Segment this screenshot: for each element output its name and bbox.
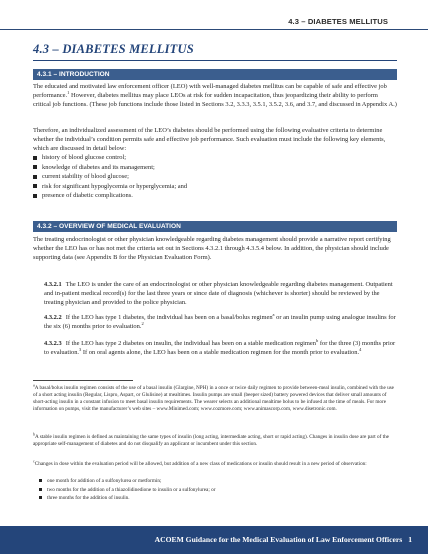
bullet-square-icon: [33, 175, 37, 179]
footnote-ref-3: 3: [79, 346, 82, 352]
list-item-text: knowledge of diabetes and its management;: [42, 163, 155, 171]
running-head: 4.3 – DIABETES MELLITUS: [288, 17, 388, 26]
bullet-square-icon: [39, 496, 42, 499]
list-item: [33, 172, 393, 182]
page-footer: [0, 526, 428, 554]
list-item: [33, 153, 393, 163]
intro-paragraph-2: Therefore, an individualized assessment of the LEO’s diabetes should be performed using the following evaluative criteria to determine whether the individual’s condition permits safe and effective job performance. Such evaluation must include the following key elements, which are discussed in detail below:: [33, 127, 386, 152]
list-item-text: current stability of blood glucose;: [42, 173, 129, 181]
footnote-mark: a: [33, 382, 35, 388]
bullet-square-icon: [33, 194, 37, 198]
footnote-ref-1: 1: [67, 89, 70, 95]
subsection-text: If on oral agents alone, the LEO has been on a stable medication regimen for the month prior to evaluation.: [81, 348, 360, 356]
subsection-number: 4.3.2.1: [44, 281, 62, 288]
list-item-text: three months for the addition of insulin.: [47, 495, 130, 501]
footnote-ref-b: b: [315, 337, 319, 343]
bullet-square-icon: [39, 488, 42, 491]
list-item-text: presence of diabetic complications.: [42, 192, 133, 200]
subsection-4-3-2-3: [44, 337, 397, 358]
footnote-ref-a: a: [272, 311, 275, 317]
footnote-a: [33, 382, 397, 413]
footnote-c: [33, 458, 397, 468]
subsection-text: for the three (3) months prior to evaluation.: [44, 340, 396, 356]
section-heading-introduction: 4.3.1 – INTRODUCTION: [33, 69, 397, 80]
list-item-text: risk for significant hypoglycemia or hyperglycemia; and: [42, 182, 188, 190]
list-item: [39, 494, 389, 503]
footnote-rule: [33, 380, 133, 381]
bullet-square-icon: [33, 156, 37, 160]
intro-p1-text-a: The educated and motivated law enforcement officer (LEO) with well-managed diabetes mellitus can be capable of safe and effective job performance.: [33, 83, 387, 99]
list-item: [39, 477, 389, 486]
footnote-mark: b: [33, 431, 35, 437]
list-item-text: one month for addition of a sulfonylurea or metformin;: [47, 478, 162, 484]
bullet-square-icon: [33, 184, 37, 188]
footnote-text: A stable insulin regimen is defined as maintaining the same types of insulin (long acting, intermediate acting, short or rapid acting). Changes in insulin dose are part of the appropriate self-management of diabetes and do not disqualify an applicant or incumbent under this section.: [33, 434, 389, 448]
bullet-square-icon: [33, 165, 37, 169]
list-item-text: history of blood glucose control;: [42, 154, 127, 161]
subsection-text: The LEO is under the care of an endocrinologist or other physician knowledgeable regarding diabetes management. Outpatient and in-patient medical record(s) for the last three years or since date of diagnosis (whichever is shorter) should be reviewed by the treating physician and provided to the police physician.: [44, 281, 393, 306]
subsection-text: or an insulin pump using analogue insulins for the six (6) months prior to evaluation.: [44, 314, 396, 330]
footnote-text: Changes in dose within the evaluation period will be allowed, but addition of a new class of medications or insulin should result in a new period of observation:: [34, 461, 367, 467]
subsection-text: If the LEO has type 1 diabetes, the individual has been on a basal/bolus regimen: [65, 314, 273, 321]
list-item: [33, 182, 393, 192]
page-number: 1: [408, 535, 412, 544]
footnote-ref-4: 4: [359, 346, 362, 352]
list-item-text: two months for the addition of a thiazolidinedione to insulin or a sulfonylurea; or: [47, 486, 216, 493]
intro-p1-text-b: However, diabetes mellitus may place LEOs at risk for sudden incapacitation, thus jeopardizing their ability to perform critical job functions. (These job functions include those listed in Sections 3.2, 3.3.3, 3.5.1, 3.5.2, 3.6, and 3.7, and discussed in Appendix A.): [33, 91, 397, 108]
footnote-b: [33, 431, 397, 448]
footnote-text: A basal/bolus insulin regimen consists of the use of a basal insulin (Glargine, NPH) in a once or twice daily regimen to provide between-meal insulin, combined with the use of a short acting insulin (Regular, Lispro, Aspart, or Glulisine) at mealtimes. Insulin pumps are small (beeper sized) battery powered devices that deliver small amounts of short-acting insulin in a constant infusion to meet basal insulin requirements. The wearer selects an additional mealtime bolus to be infused at the time of meals. For more information on pumps, visit the manufacturer’s web sites – www.Minimed.com; www.cozmore.com; www.animascorp.com, www.disetronic.com.: [33, 385, 394, 413]
subsection-4-3-2-1: [44, 281, 397, 307]
footer-title: [155, 535, 412, 544]
list-item: [39, 486, 389, 495]
subsection-4-3-2-2: [44, 311, 397, 332]
footnote-ref-2: 2: [141, 320, 144, 326]
subsection-number: 4.3.2.2: [44, 314, 62, 321]
bullet-square-icon: [39, 479, 42, 482]
footnote-c-list: [39, 477, 389, 503]
overview-paragraph: The treating endocrinologist or other physician knowledgeable regarding diabetes management should provide a narrative report certifying whether the LEO has or has not met the criteria set out in Sections 4.3.2.1 through 4.3.5.4 below. In addition, the physician should include supporting data (see Appendix B for the Physician Evaluation Form).: [33, 236, 391, 261]
footnote-mark: c: [33, 458, 35, 464]
header-rule: [0, 29, 428, 30]
title-rule: [33, 60, 397, 61]
key-elements-list: [33, 153, 393, 201]
intro-paragraph-1: [33, 83, 397, 109]
footer-text: ACOEM Guidance for the Medical Evaluation of Law Enforcement Officers: [154, 535, 403, 544]
subsection-number: 4.3.2.3: [44, 340, 62, 347]
subsection-text: If the LEO has type 2 diabetes on insulin, the individual has been on a stable medication regimen: [65, 340, 316, 347]
page-title: 4.3 – DIABETES MELLITUS: [33, 42, 194, 56]
list-item: [33, 191, 393, 201]
list-item: [33, 163, 393, 173]
section-heading-overview: 4.3.2 – OVERVIEW OF MEDICAL EVALUATION: [33, 221, 397, 232]
